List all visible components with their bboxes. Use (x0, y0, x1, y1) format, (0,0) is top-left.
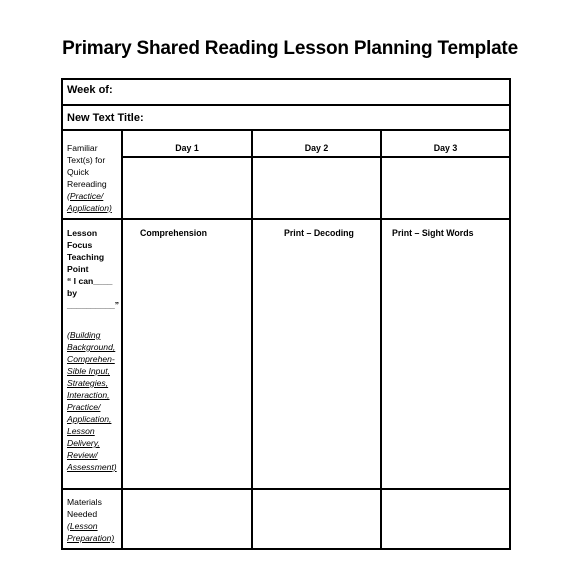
familiar-line-1: Familiar (67, 143, 98, 153)
lesson-italic-3: Comprehen- (67, 354, 115, 364)
new-text-title-label: New Text Title: (67, 112, 144, 124)
lesson-italic-10: Delivery, (67, 438, 100, 448)
materials-italic-2: Preparation) (67, 533, 115, 543)
row-divider-lesson (61, 488, 511, 490)
prompt-line-3: __________” (67, 300, 120, 310)
materials-italic-1: (Lesson (67, 521, 98, 531)
table-border-left (61, 78, 63, 550)
familiar-italic-2: Application) (67, 203, 112, 213)
familiar-text-label (67, 142, 123, 214)
col-divider-day1 (251, 129, 253, 550)
lesson-italic-8: Application, (67, 414, 112, 424)
row-divider-week (61, 104, 511, 106)
page-title: Primary Shared Reading Lesson Planning Template (62, 38, 518, 59)
lesson-italic-7: Practice/ (67, 402, 101, 412)
day-1-header: Day 1 (175, 143, 199, 153)
lesson-focus-bold-2: Teaching (67, 252, 105, 262)
materials-label (67, 496, 123, 544)
materials-line-2: Needed (67, 509, 98, 519)
comprehension-heading: Comprehension (140, 228, 207, 238)
prompt-line-1: “ I can____ (67, 276, 113, 286)
lesson-italic-11: Review/ (67, 450, 98, 460)
print-sight-words-heading: Print – Sight Words (392, 228, 474, 238)
table-border-bottom (61, 548, 511, 550)
row-divider-title (61, 129, 511, 131)
lesson-italic-5: Strategies, (67, 378, 109, 388)
familiar-line-4: Rereading (67, 179, 107, 189)
lesson-italic-1: (Building (67, 330, 101, 340)
table-border-right (509, 78, 511, 550)
materials-line-1: Materials (67, 497, 102, 507)
day-2-header: Day 2 (304, 143, 329, 153)
week-of-label: Week of: (67, 84, 113, 96)
table-border-top (61, 78, 511, 80)
lesson-italic-2: Background, (67, 342, 116, 352)
lesson-italic-6: Interaction, (67, 390, 110, 400)
familiar-line-3: Quick (67, 167, 89, 177)
day-3-header: Day 3 (433, 143, 458, 153)
familiar-italic-1: (Practice/ (67, 191, 104, 201)
prompt-line-2: by (67, 288, 78, 298)
lesson-focus-label (67, 227, 123, 473)
row-divider-familiar (61, 218, 511, 220)
lesson-italic-4: Sible Input, (67, 366, 110, 376)
lesson-italic-9: Lesson (67, 426, 95, 436)
col-divider-day2 (380, 129, 382, 550)
lesson-focus-bold-1: Lesson Focus (67, 228, 98, 250)
print-decoding-heading: Print – Decoding (284, 228, 354, 238)
lesson-focus-bold-3: Point (67, 264, 89, 274)
lesson-italic-12: Assessment) (67, 462, 117, 472)
familiar-line-2: Text(s) for (67, 155, 106, 165)
row-divider-day-header (121, 156, 511, 158)
